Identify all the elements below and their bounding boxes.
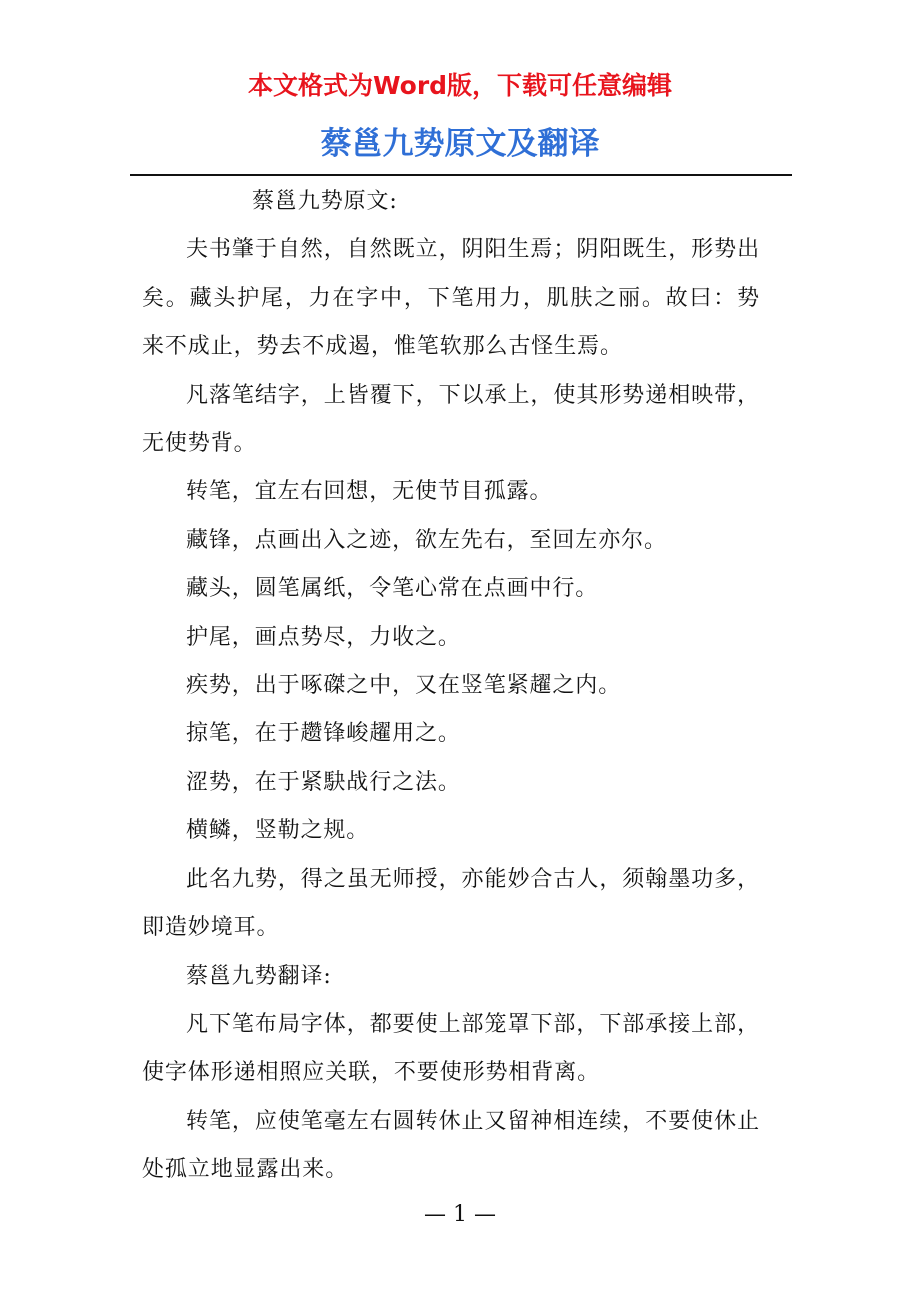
paragraph: 此名九势，得之虽无师授，亦能妙合古人，须翰墨功多，即造妙境耳。 <box>142 866 760 941</box>
title-divider <box>130 174 792 176</box>
document-body <box>142 178 760 1195</box>
format-banner: 本文格式为Word版，下载可任意编辑 <box>247 71 673 100</box>
paragraph: 夫书肇于自然，自然既立，阴阳生焉；阴阳既生，形势出矣。藏头护尾，力在字中，下笔用力，肌肤之丽。故曰：势来不成止，势去不成遏，惟笔软那么古怪生焉。 <box>142 237 760 360</box>
paragraph: 疾势，出于啄磔之中，又在竖笔紧趯之内。 <box>186 673 622 699</box>
paragraph: 藏锋，点画出入之迹，欲左先右，至回左亦尔。 <box>186 527 667 553</box>
paragraph: 掠笔，在于趱锋峻趯用之。 <box>186 721 461 747</box>
paragraph: 护尾，画点势尽，力收之。 <box>186 624 461 650</box>
section-heading-original: 蔡邕九势原文: <box>252 189 398 214</box>
paragraph: 转笔，应使笔毫左右圆转休止又留神相连续，不要使休止处孤立地显露出来。 <box>142 1108 760 1183</box>
paragraph: 凡下笔布局字体，都要使上部笼罩下部，下部承接上部，使字体形递相照应关联，不要使形势相背离。 <box>142 1011 760 1086</box>
paragraph: 藏头，圆笔属纸，令笔心常在点画中行。 <box>186 576 599 602</box>
document-title: 蔡邕九势原文及翻译 <box>320 126 600 162</box>
page-number: — 1 — <box>424 1202 496 1227</box>
paragraph: 转笔，宜左右回想，无使节目孤露。 <box>186 479 553 505</box>
section-heading-translation: 蔡邕九势翻译: <box>186 963 332 989</box>
paragraph: 凡落笔结字，上皆覆下，下以承上，使其形势递相映带，无使势背。 <box>142 382 760 457</box>
paragraph: 横鳞，竖勒之规。 <box>186 818 370 844</box>
paragraph: 涩势，在于紧駃战行之法。 <box>186 769 461 795</box>
